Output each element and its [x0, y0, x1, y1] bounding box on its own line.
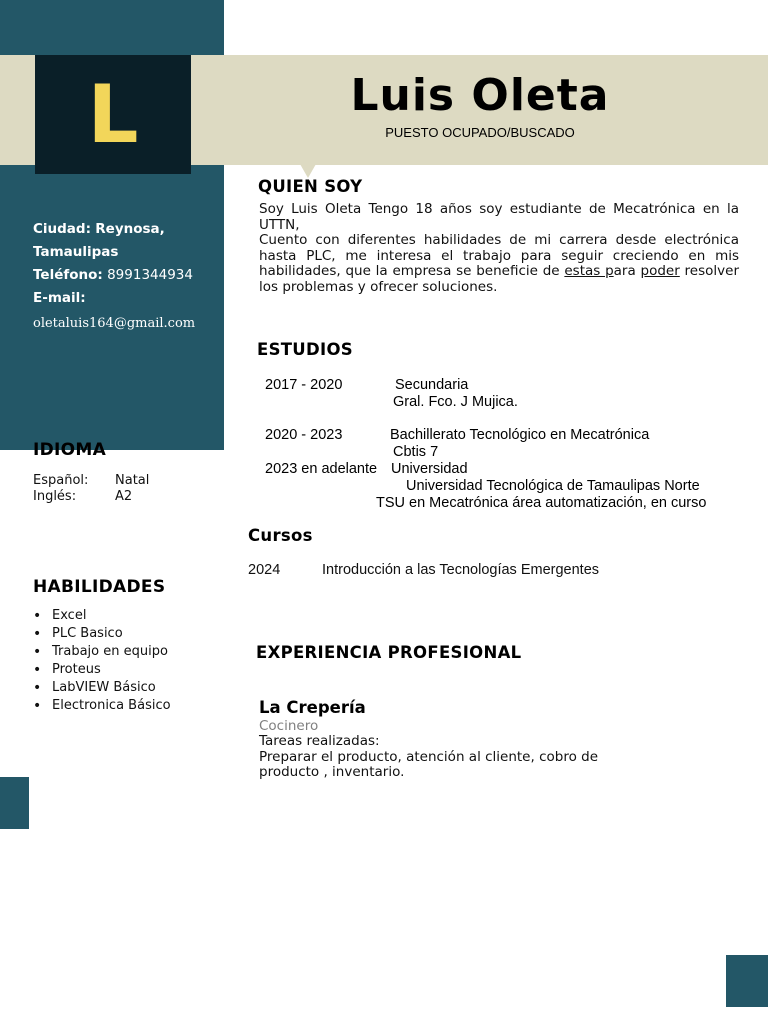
- skill-item: • PLC Basico: [33, 625, 171, 643]
- study-level: Universidad: [391, 461, 468, 477]
- about-text-underlined: estas p: [564, 263, 614, 279]
- monogram-logo: [35, 55, 191, 174]
- skill-item: • Electronica Básico: [33, 697, 171, 715]
- language-item: [33, 473, 149, 489]
- language-level: Natal: [115, 473, 150, 488]
- skill-item: • Trabajo en equipo: [33, 643, 171, 661]
- language-name: Inglés:: [33, 489, 77, 504]
- about-paragraph: [259, 233, 739, 295]
- city-value: Reynosa, Tamaulipas: [33, 221, 165, 260]
- phone-value: 8991344934: [107, 267, 193, 283]
- tasks-label: Tareas realizadas:: [259, 733, 380, 749]
- study-years: 2020 - 2023: [265, 427, 343, 443]
- about-text-part: ara: [613, 263, 641, 279]
- phone-label: Teléfono:: [33, 267, 103, 283]
- contact-city: [33, 218, 218, 264]
- study-school: Cbtis 7: [393, 444, 439, 460]
- languages-heading: IDIOMA: [33, 440, 107, 460]
- studies-heading: ESTUDIOS: [257, 340, 353, 359]
- job-role: Cocinero: [259, 718, 319, 734]
- about-text-part: resolver los problemas y ofrecer soluciones.: [259, 263, 739, 295]
- course-title: Introducción a las Tecnologías Emergentes: [322, 562, 600, 578]
- job-position: PUESTO OCUPADO/BUSCADO: [385, 125, 575, 140]
- job-description: [259, 734, 659, 781]
- study-level: Secundaria: [395, 377, 469, 393]
- banner-pointer: [300, 164, 316, 178]
- tasks-text: Preparar el producto, atención al cliente, cobro de producto , inventario.: [259, 748, 599, 780]
- email-label: E-mail:: [33, 290, 86, 306]
- company-name: La Crepería: [259, 698, 366, 717]
- study-years: 2017 - 2020: [265, 377, 343, 393]
- decorative-square: [0, 777, 29, 829]
- skill-item: • LabVIEW Básico: [33, 679, 171, 697]
- skills-heading: HABILIDADES: [33, 577, 166, 597]
- about-text: [259, 202, 739, 295]
- email-value[interactable]: oletaluis164@gmail.com: [33, 316, 196, 331]
- candidate-name: Luis Oleta: [350, 70, 610, 121]
- study-school: Gral. Fco. J Mujica.: [393, 394, 518, 410]
- courses-heading: Cursos: [248, 526, 313, 545]
- city-label: Ciudad:: [33, 221, 91, 237]
- logo-letter: L: [87, 67, 139, 161]
- language-item: [33, 489, 149, 505]
- contact-info: [33, 218, 218, 335]
- experience-heading: EXPERIENCIA PROFESIONAL: [256, 643, 522, 662]
- decorative-square: [726, 955, 768, 1007]
- about-heading: QUIEN SOY: [258, 177, 363, 196]
- skill-item: • Excel: [33, 607, 171, 625]
- study-program: TSU en Mecatrónica área automatización, en curso: [376, 495, 707, 511]
- study-years: 2023 en adelante: [265, 461, 378, 477]
- contact-phone: [33, 264, 218, 287]
- language-name: Español:: [33, 473, 89, 488]
- study-level: Bachillerato Tecnológico en Mecatrónica: [390, 427, 650, 443]
- languages-list: [33, 473, 149, 505]
- language-level: A2: [115, 489, 133, 504]
- about-text-underlined: poder: [640, 263, 680, 279]
- skills-list: [33, 607, 171, 715]
- about-text-part: Cuento con diferentes habilidades de mi carrera desde electrónica hasta PLC, me interesa el trabajo para seguir creciendo en mis habilidades, que la empresa se beneficie de: [259, 232, 739, 279]
- study-school: Universidad Tecnológica de Tamaulipas Norte: [406, 478, 700, 494]
- course-year: 2024: [248, 562, 281, 578]
- contact-email: [33, 287, 218, 335]
- skill-item: • Proteus: [33, 661, 171, 679]
- about-line: Soy Luis Oleta Tengo 18 años soy estudiante de Mecatrónica en la UTTN,: [259, 201, 739, 233]
